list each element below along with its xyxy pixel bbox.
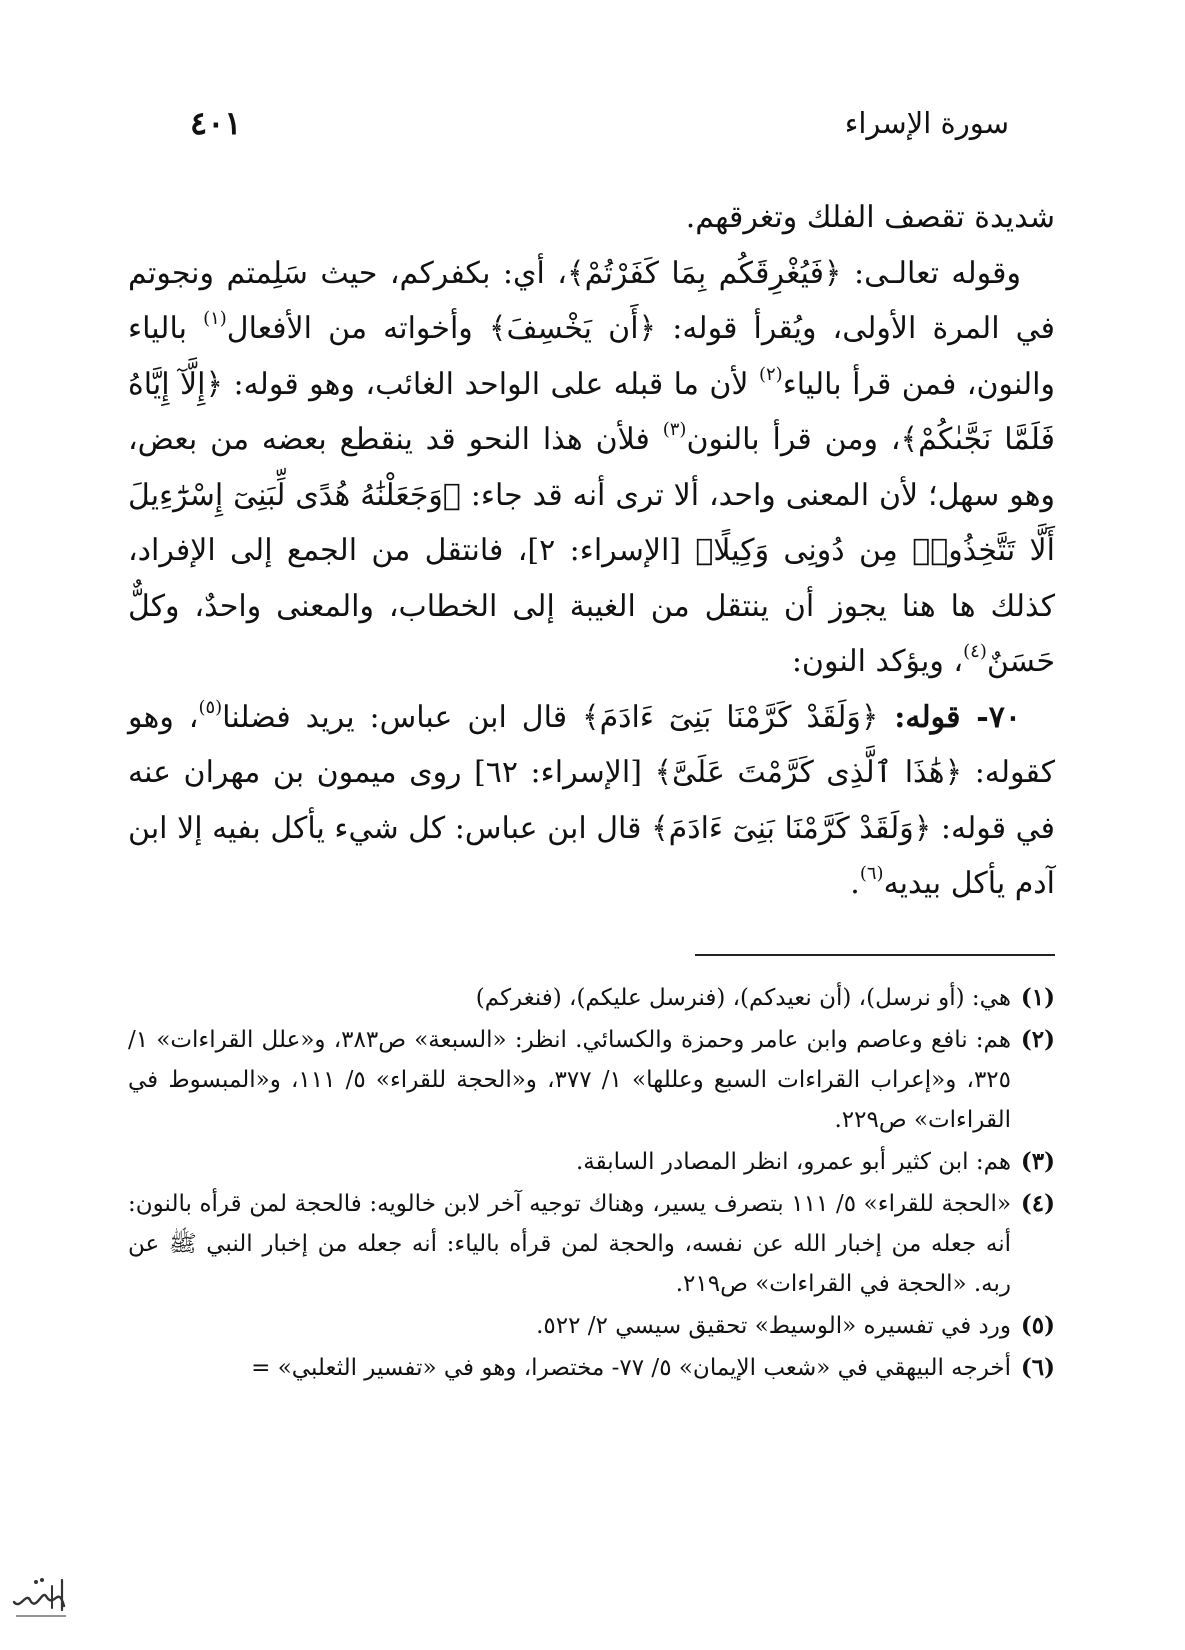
paragraph-1 [128,190,1055,246]
p2-lead: وقوله تعالـى: [841,255,1021,291]
verse-reference: [الإسراء: ٦٢] [474,755,655,790]
footnote-number: (٣) [1020,1148,1055,1175]
quran-quote: ﴿هَٰذَا ٱلَّذِى كَرَّمْتَ عَلَىَّ﴾ [654,755,963,790]
p2-text: فلأن هذا النحو قد ينقطع بعضه من بعض، وهو سهل؛ لأن المعنى واحد، ألا ترى أنه قد جاء: [128,422,1056,513]
footnote-marker: (٦) [859,863,884,884]
p2-text: وأخواته من الأفعال [226,311,489,346]
footnote-divider [695,954,1055,956]
verse-reference: [الإسراء: ٢] [527,533,696,568]
footnote-text: هم: ابن كثير أبو عمرو، انظر المصادر السابقة. [575,1149,1011,1175]
footnote-number: (٥) [1020,1312,1055,1339]
footnotes [128,978,1055,1390]
quran-quote: ﴿فَيُغْرِقَكُم بِمَا كَفَرْتُمْ﴾ [566,255,842,291]
quran-quote: ﴿إِلَّآ إِيَّاهُ فَلَمَّا نَجَّىٰكُمْ﴾ [128,366,1056,457]
footnote-number: (١) [1020,984,1055,1011]
footnote-text: «الحجة للقراء» ٥/ ١١١ بتصرف يسير، وهناك توجيه آخر لابن خالويه: فالحجة لمن قرأه بالنون: أنه جعله من إخبار الله عن نفسه، والحجة لمن قرأه بالياء: أنه جعله من إخبار النبي ﷺ عن ربه. «الحجة في القراءات» ص٢١٩. [128,1191,1012,1297]
paragraph-3 [128,690,1055,912]
footnote-marker: (٣) [662,419,687,440]
footnote-text: ورد في تفسيره «الوسيط» تحقيق سيسي ٢/ ٥٢٢. [536,1313,1011,1339]
quran-quote: ﴿وَلَقَدْ كَرَّمْنَا بَنِىٓ ءَادَمَ﴾ [582,699,879,735]
p2-text: ، أي: بكفركم، حيث سَلِمتم ونجوتم في المرة الأولى، ويُقرأ قوله: [128,255,1056,346]
footnote-marker: (٥) [198,696,223,718]
quran-quote: ﴿أَن يَخْسِفَ﴾ [488,311,657,346]
page-number: ٤٠١ [190,104,242,142]
footnote-marker: (٢) [758,363,783,385]
watermark-logo [6,1566,72,1624]
p2-text: بالياء والنون، فمن قرأ بالياء [128,311,1055,402]
paragraph-2 [128,246,1055,690]
footnote-item [128,978,1055,1018]
footnote-text: أخرجه البيهقي في «شعب الإيمان» ٥/ ٧٧- مختصرا، وهو في «تفسير الثعلبي» = [251,1355,1011,1381]
p3-text: . [850,866,860,901]
p3-text: روى ميمون بن مهران عنه في قوله: [128,755,1055,846]
p2-text: ، فانتقل من الجمع إلى الإفراد، كذلك ها هنا يجوز أن ينتقل من الغيبة إلى الخطاب، والمعنى واحدٌ، وكلٌّ حَسَنٌ [128,533,1055,679]
p3-text: قال ابن عباس: يريد فضلنا [222,699,583,735]
footnote-text: هم: نافع وعاصم وابن عامر وحمزة والكسائي. انظر: «السبعة» ص٣٨٣، و«علل القراءات» ١/ ٣٢٥، و«إعراب القراءات السبع وعللها» ١/ ٣٧٧، و«الحجة للقراء» ٥/ ١١١، و«المبسوط في القراءات» ص٢٢٩. [128,1027,1011,1133]
footnote-item [128,1142,1055,1182]
p3-text: ، وهو كقوله: [128,699,1055,790]
footnote-number: (٢) [1020,1026,1055,1053]
p2-text: لأن ما قبله على الواحد الغائب، وهو قوله: [223,366,759,402]
footnote-item [128,1306,1055,1346]
verse-number-label: ٧٠- قوله: [878,699,1021,735]
running-header [190,98,1009,148]
quran-quote: ﴿وَجَعَلْنَٰهُ هُدًى لِّبَنِىٓ إِسْرَٰٓءِيلَ أَلَّا تَتَّخِذُوا۟ مِن دُونِى وَكِيلًا﴾ [128,477,1055,568]
p2-text: ، ويؤكد النون: [791,644,964,679]
main-text [128,190,1055,912]
footnote-item [128,1348,1055,1388]
footnote-marker: (٤) [963,641,987,662]
quran-quote: ﴿وَلَقَدْ كَرَّمْنَا بَنِىٓ ءَادَمَ﴾ [651,810,932,846]
surah-title: سورة الإسراء [844,106,1009,140]
p2-text: ، ومن قرأ بالنون [686,422,901,457]
footnote-number: (٦) [1020,1354,1055,1381]
footnote-item [128,1020,1055,1140]
p3-text: قال ابن عباس: كل شيء يأكل بفيه إلا ابن آدم يأكل بيديه [128,810,1055,901]
footnote-marker: (١) [203,308,227,329]
paragraph-1-text: شديدة تقصف الفلك وتغرقهم. [685,200,1055,235]
footnote-item [128,1184,1055,1304]
footnote-text: هي: (أو نرسل)، (أن نعيدكم)، (فنرسل عليكم)، (فنغركم) [475,985,1011,1011]
footnote-number: (٤) [1020,1190,1055,1217]
